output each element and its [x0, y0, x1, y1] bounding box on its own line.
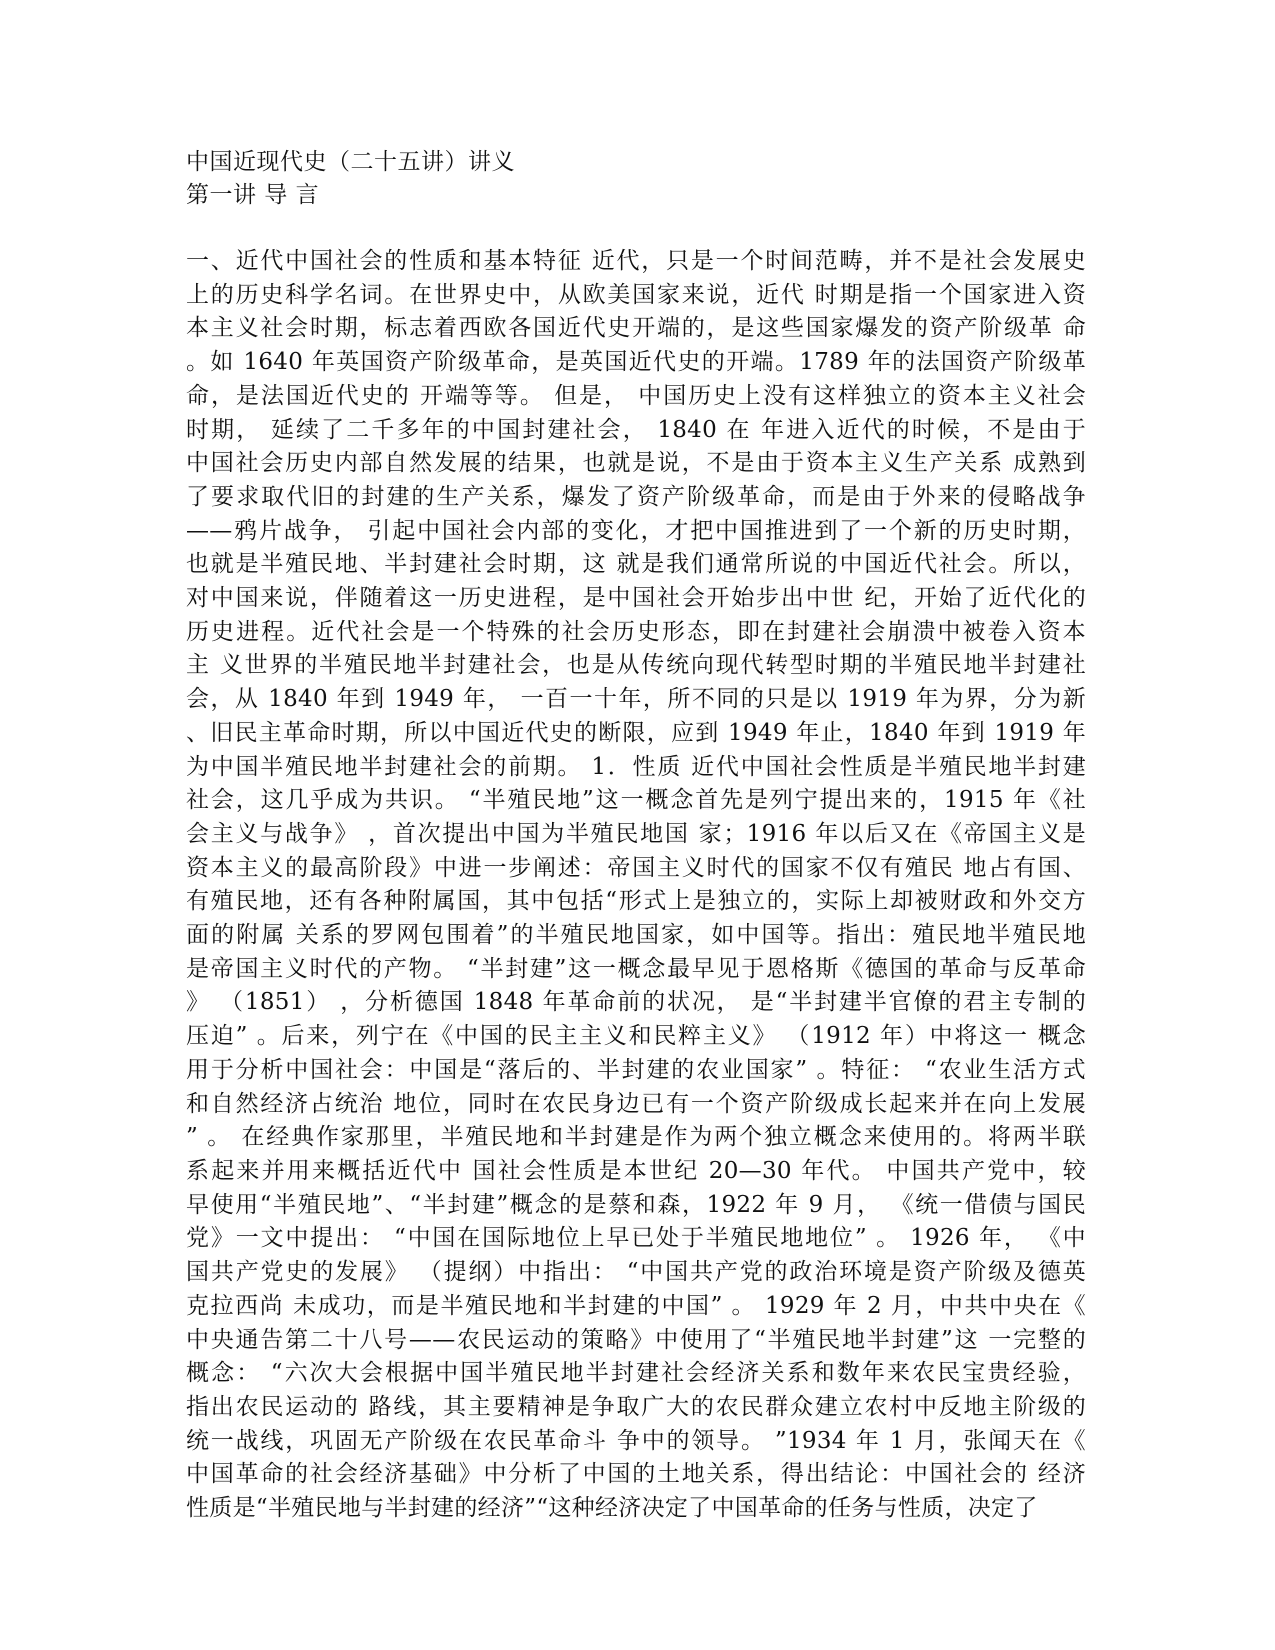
- document-page: [186, 146, 1086, 1526]
- body-line: 有殖民地，还有各种附属国，其中包括“形式上是独立的，实际上却被财政和外交方: [186, 888, 1086, 915]
- body-line: 命，是法国近代史的 开端等等。 但是， 中国历史上没有这样独立的资本主义社会: [186, 382, 1086, 409]
- body-line: 会主义与战争》 ，首次提出中国为半殖民地国 家；1916 年以后又在《帝国主义是: [186, 820, 1086, 847]
- body-line: 会，从 1840 年到 1949 年， 一百一十年，所不同的只是以 1919 年为界，分为新: [186, 686, 1086, 713]
- body-line: 压迫” 。后来，列宁在《中国的民主主义和民粹主义》 （1912 年）中将这一 概念: [186, 1023, 1086, 1050]
- body-line: 、旧民主革命时期，所以中国近代史的断限，应到 1949 年止，1840 年到 1919 年: [186, 719, 1086, 746]
- body-line: 早使用“半殖民地”、“半封建”概念的是蔡和森，1922 年 9 月， 《统一借债与国民: [186, 1191, 1086, 1218]
- body-line: 面的附属 关系的罗网包围着”的半殖民地国家，如中国等。指出：殖民地半殖民地: [186, 922, 1086, 949]
- body-line: 党》一文中提出： “中国在国际地位上早已处于半殖民地地位” 。 1926 年， 《中: [186, 1225, 1086, 1252]
- body-line: 中国社会历史内部自然发展的结果，也就是说，不是由于资本主义生产关系 成熟到: [186, 450, 1086, 477]
- body-line: ” 。 在经典作家那里，半殖民地和半封建是作为两个独立概念来使用的。将两半联: [186, 1124, 1086, 1151]
- body-line: 统一战线，巩固无产阶级在农民革命斗 争中的领导。 ”1934 年 1 月，张闻天在《: [186, 1427, 1086, 1454]
- body-line: 是帝国主义时代的产物。 “半封建”这一概念最早见于恩格斯《德国的革命与反革命: [186, 955, 1086, 982]
- body-line: 克拉西尚 未成功，而是半殖民地和半封建的中国” 。 1929 年 2 月，中共中央在《: [186, 1292, 1086, 1319]
- body-line: 》 （1851） ，分析德国 1848 年革命前的状况， 是“半封建半官僚的君主专制的: [186, 989, 1086, 1016]
- body-line: 主 义世界的半殖民地半封建社会，也是从传统向现代转型时期的半殖民地半封建社: [186, 652, 1086, 679]
- body-line: 性质是“半殖民地与半封建的经济”“这种经济决定了中国革命的任务与性质，决定了: [186, 1495, 1038, 1522]
- body-line: 时期， 延续了二千多年的中国封建社会， 1840 在 年进入近代的时候，不是由于: [186, 416, 1086, 443]
- body-line: 一、近代中国社会的性质和基本特征 近代，只是一个时间范畴，并不是社会发展史: [186, 248, 1086, 274]
- blank-line: [186, 212, 1086, 245]
- document-title: 中国近现代史（二十五讲）讲义: [186, 149, 515, 175]
- body-line: 中央通告第二十八号——农民运动的策略》中使用了“半殖民地半封建”这 一完整的: [186, 1326, 1086, 1353]
- body-line: 本主义社会时期，标志着西欧各国近代史开端的，是这些国家爆发的资产阶级革 命: [186, 315, 1086, 342]
- body-line: 中国革命的社会经济基础》中分析了中国的土地关系，得出结论：中国社会的 经济: [186, 1461, 1086, 1488]
- lecture-heading: 第一讲 导 言: [186, 182, 320, 208]
- body-line: 为中国半殖民地半封建社会的前期。 1．性质 近代中国社会性质是半殖民地半封建: [186, 753, 1086, 780]
- body-line: 系起来并用来概括近代中 国社会性质是本世纪 20—30 年代。 中国共产党中，较: [186, 1157, 1086, 1184]
- body-line: 用于分析中国社会：中国是“落后的、半封建的农业国家” 。特征： “农业生活方式: [186, 1056, 1086, 1083]
- body-line: 社会，这几乎成为共识。 “半殖民地”这一概念首先是列宁提出来的，1915 年《社: [186, 787, 1086, 814]
- body-text: [186, 245, 1086, 1526]
- body-line: 对中国来说，伴随着这一历史进程，是中国社会开始步出中世 纪，开始了近代化的: [186, 585, 1086, 612]
- body-line: 历史进程。近代社会是一个特殊的社会历史形态，即在封建社会崩溃中被卷入资本: [186, 618, 1086, 645]
- body-line: ——鸦片战争， 引起中国社会内部的变化，才把中国推进到了一个新的历史时期，: [186, 517, 1086, 544]
- body-line: 国共产党史的发展》 （提纲）中指出： “中国共产党的政治环境是资产阶级及德英: [186, 1259, 1086, 1286]
- body-line: 了要求取代旧的封建的生产关系，爆发了资产阶级革命，而是由于外来的侵略战争: [186, 483, 1086, 510]
- body-line: 和自然经济占统治 地位，同时在农民身边已有一个资产阶级成长起来并在向上发展: [186, 1090, 1086, 1117]
- body-line: 概念： “六次大会根据中国半殖民地半封建社会经济关系和数年来农民宝贵经验，: [186, 1360, 1086, 1387]
- body-line: 上的历史科学名词。在世界史中，从欧美国家来说，近代 时期是指一个国家进入资: [186, 281, 1086, 308]
- body-line: 资本主义的最高阶段》中进一步阐述：帝国主义时代的国家不仅有殖民 地占有国、: [186, 854, 1086, 881]
- body-line: 。如 1640 年英国资产阶级革命，是英国近代史的开端。1789 年的法国资产阶级革: [186, 349, 1086, 376]
- body-line: 也就是半殖民地、半封建社会时期，这 就是我们通常所说的中国近代社会。所以，: [186, 551, 1086, 578]
- body-line: 指出农民运动的 路线，其主要精神是争取广大的农民群众建立农村中反地主阶级的: [186, 1393, 1086, 1420]
